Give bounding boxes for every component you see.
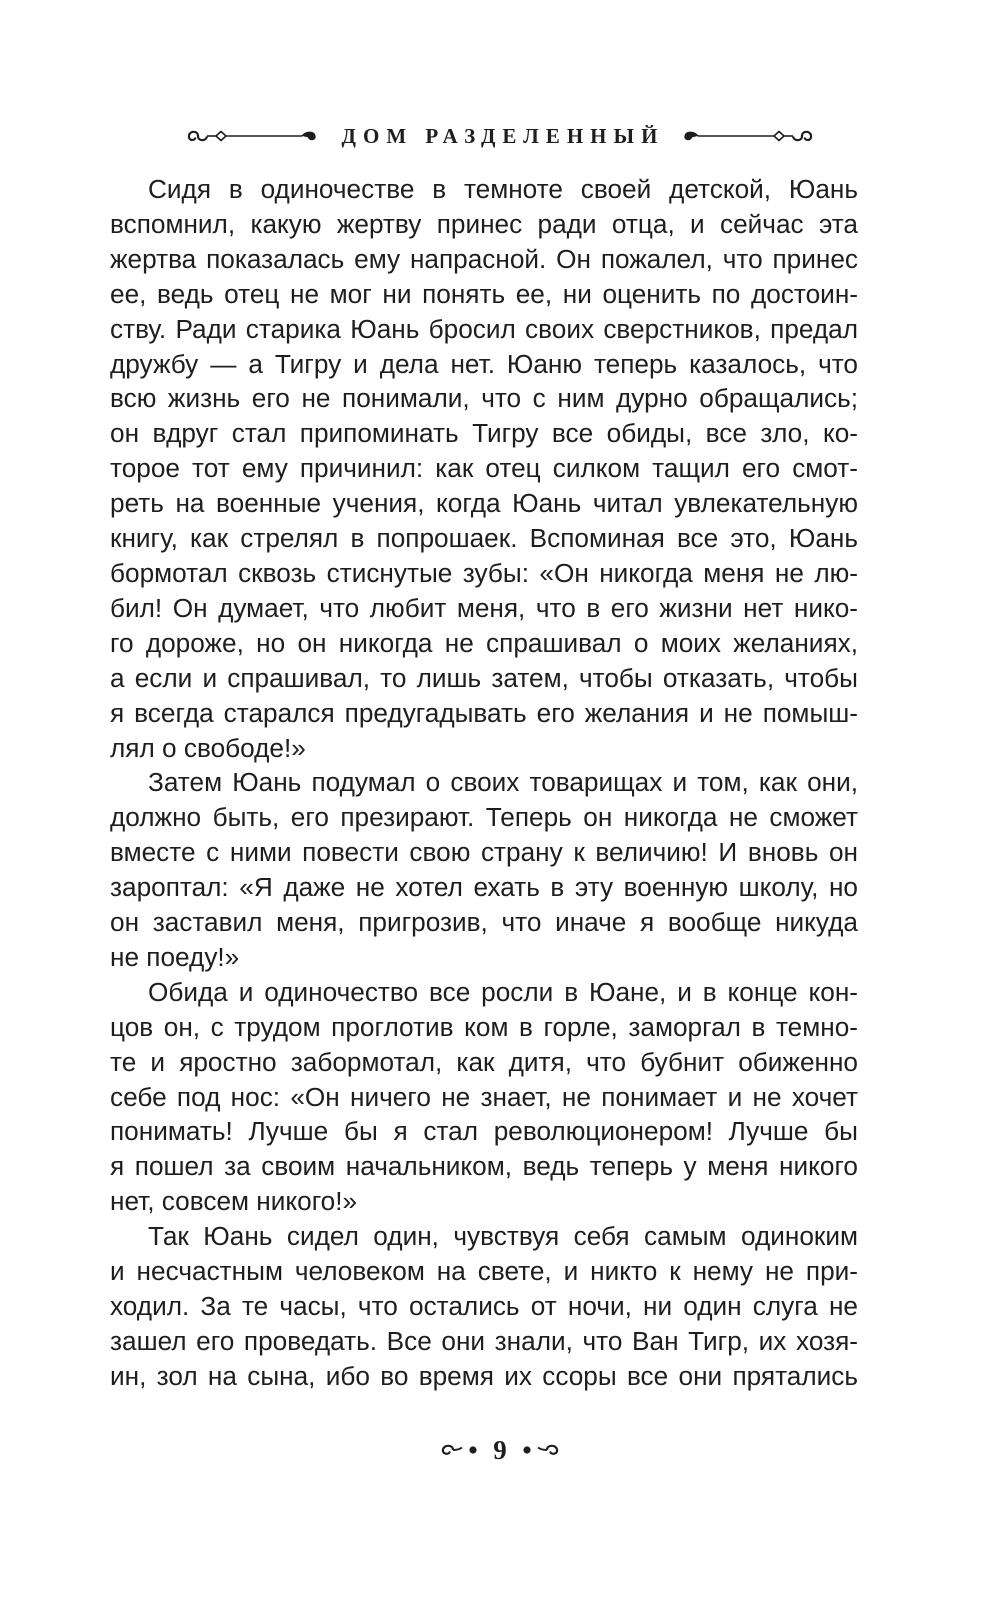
text-line: бил! Он думает, что любит меня, что в его жизни нет нико- bbox=[110, 592, 858, 623]
running-header-title: ДОМ РАЗДЕЛЕННЫЙ bbox=[341, 123, 665, 148]
text-line: ее, ведь отец не мог ни понять ее, ни оценить по достоин- bbox=[110, 278, 858, 309]
text-line: я пошел за своим начальником, ведь теперь у меня никого bbox=[110, 1151, 858, 1182]
text-line: Так Юань сидел один, чувствуя себя самым одиноким bbox=[148, 1221, 858, 1252]
text-line: лял о свободе!» bbox=[110, 732, 306, 763]
text-line: вспомнил, какую жертву принес ради отца, и сейчас эта bbox=[110, 208, 858, 239]
paragraph bbox=[110, 1219, 858, 1394]
text-line: го дороже, но он никогда не спрашивал о моих желаниях, bbox=[110, 627, 858, 658]
paragraph bbox=[110, 765, 858, 974]
text-line: Обида и одиночество все росли в Юане, и в конце кон- bbox=[148, 976, 858, 1007]
text-line: реть на военные учения, когда Юань читал увлекательную bbox=[110, 488, 858, 519]
text-line: зароптал: «Я даже не хотел ехать в эту военную школу, но bbox=[110, 872, 858, 903]
text-line: нет, совсем никого!» bbox=[110, 1186, 358, 1217]
text-line: бормотал сквозь стиснутые зубы: «Он никогда меня не лю- bbox=[110, 557, 858, 588]
text-line: не поеду!» bbox=[110, 941, 240, 972]
text-line: ходил. За те часы, что остались от ночи, ни один слуга не bbox=[110, 1291, 858, 1321]
left-scroll-ornament-icon bbox=[184, 126, 322, 146]
text-line: вместе с ними повести свою страну к величию! И вновь он bbox=[110, 837, 858, 868]
text-line: понимать! Лучше бы я стал революционером! Лучше бы bbox=[110, 1116, 858, 1147]
text-line: те и яростно забормотал, как дитя, что бубнит обиженно bbox=[110, 1046, 858, 1077]
text-line: торое тот ему причинил: как отец силком тащил его смот- bbox=[110, 453, 858, 484]
text-line: ству. Ради старика Юань бросил своих сверстников, предал bbox=[110, 313, 858, 344]
text-line: дружбу — а Тигру и дела нет. Юаню теперь казалось, что bbox=[110, 348, 858, 379]
text-line: он заставил меня, пригрозив, что иначе я вообще никуда bbox=[110, 907, 858, 938]
text-line: а если и спрашивал, то лишь затем, чтобы отказать, чтобы bbox=[110, 662, 858, 693]
text-line: книгу, как стрелял в попрошаек. Вспоминая все это, Юань bbox=[110, 523, 858, 554]
left-folio-ornament-icon bbox=[439, 1441, 481, 1459]
text-line: всю жизнь его не понимали, что с ним дурно обращались; bbox=[110, 383, 858, 414]
right-scroll-ornament-icon bbox=[678, 126, 816, 146]
text-line: зашел его проведать. Все они знали, что Ван Тигр, их хозя- bbox=[110, 1325, 858, 1356]
running-header bbox=[0, 118, 1000, 154]
paragraph bbox=[110, 172, 858, 765]
text-line: ин, зол на сына, ибо во время их ссоры все они прятались bbox=[110, 1360, 858, 1391]
body-text bbox=[110, 172, 858, 1394]
text-line: Затем Юань подумал о своих товарищах и том, как они, bbox=[148, 767, 858, 798]
text-line: и несчастным человеком на свете, и никто к нему не при- bbox=[110, 1256, 858, 1287]
page-footer bbox=[0, 1430, 1000, 1470]
text-line: он вдруг стал припоминать Тигру все обиды, все зло, ко- bbox=[110, 418, 858, 449]
text-line: жертва показалась ему напрасной. Он пожалел, что принес bbox=[110, 243, 858, 274]
text-line: должно быть, его презирают. Теперь он никогда не сможет bbox=[110, 802, 858, 833]
paragraph bbox=[110, 975, 858, 1219]
text-line: Сидя в одиночестве в темноте своей детской, Юань bbox=[148, 174, 858, 204]
page-number: 9 bbox=[493, 1434, 507, 1465]
text-line: цов он, с трудом проглотив ком в горле, заморгал в темно- bbox=[110, 1011, 858, 1042]
text-line: себе под нос: «Он ничего не знает, не понимает и не хочет bbox=[110, 1081, 858, 1112]
right-folio-ornament-icon bbox=[519, 1441, 561, 1459]
text-line: я всегда старался предугадывать его желания и не помыш- bbox=[110, 697, 858, 728]
